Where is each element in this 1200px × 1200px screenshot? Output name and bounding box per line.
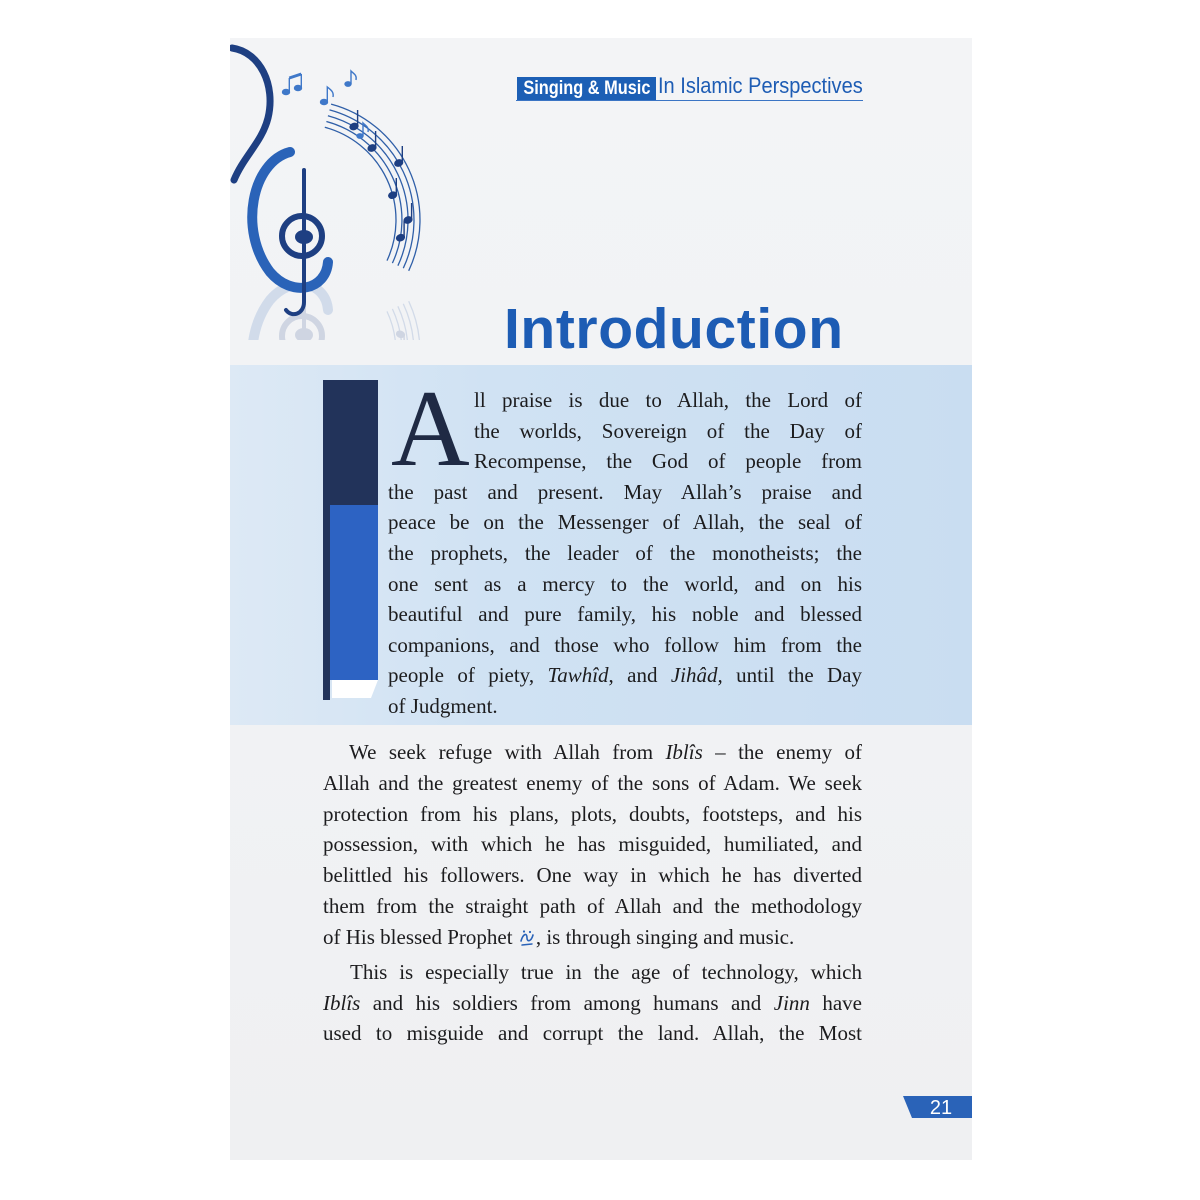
staff-lines xyxy=(325,104,420,271)
text-line xyxy=(323,988,862,1019)
italic-term: Jinn xyxy=(773,990,810,1015)
italic-term: Iblîs xyxy=(323,990,361,1015)
italic-term: Jihâd, xyxy=(670,663,723,688)
intro-paragraph-3 xyxy=(323,957,862,1049)
text-segment: until the Day xyxy=(722,663,862,688)
text-line: companions, and those who follow him from the xyxy=(388,632,862,657)
text-line: This is especially true in the age of technology, which xyxy=(350,960,862,984)
header-rule xyxy=(516,100,863,101)
italic-term: Iblîs xyxy=(665,740,703,764)
text-line: Allah and the greatest enemy of the sons of Adam. We seek xyxy=(323,770,862,795)
page-number: 21 xyxy=(929,1096,953,1119)
text-segment: , and xyxy=(608,663,671,688)
text-line: the past and present. May Allah’s praise and xyxy=(388,479,862,504)
drop-cap: A xyxy=(391,368,470,489)
text-segment: have xyxy=(809,990,862,1015)
text-line: ll praise is due to Allah, the Lord of xyxy=(474,388,862,412)
text-line: possession, with which he has misguided, humiliated, and xyxy=(323,832,862,857)
chapter-title: Introduction xyxy=(504,297,844,361)
text-line: them from the straight path of Allah and the methodology xyxy=(323,893,862,918)
text-line xyxy=(323,922,862,953)
series-label-box xyxy=(517,77,656,100)
intro-paragraph-1 xyxy=(388,385,862,722)
text-line xyxy=(323,737,862,768)
italic-term: Tawhîd xyxy=(547,663,609,688)
text-line: peace be on the Messenger of Allah, the seal of xyxy=(388,510,862,535)
intro-paragraph-2 xyxy=(323,737,862,953)
text-line: Recompense, the God of people from xyxy=(474,449,862,474)
text-segment: , is through singing and music. xyxy=(535,924,795,949)
text-segment: and his soldiers from among humans and xyxy=(360,990,774,1015)
text-line: beautiful and pure family, his noble and blessed xyxy=(388,602,862,627)
text-segment: people of piety, xyxy=(388,663,548,688)
text-segment: of His blessed Prophet xyxy=(323,924,518,949)
running-header-title: In Islamic Perspectives xyxy=(658,73,863,98)
text-line: one sent as a mercy to the world, and on his xyxy=(388,571,862,596)
treble-clef-shape xyxy=(232,48,328,314)
music-notes-decoration-icon xyxy=(230,40,430,340)
text-segment: – the enemy of xyxy=(702,740,862,764)
text-line xyxy=(388,660,862,691)
text-line: the worlds, Sovereign of the Day of xyxy=(474,418,862,443)
text-segment: We seek refuge with Allah from xyxy=(349,740,666,764)
text-line: used to misguide and corrupt the land. Allah, the Most xyxy=(323,1021,862,1045)
text-line: of Judgment. xyxy=(388,693,498,718)
text-line: protection from his plans, plots, doubts, footsteps, and his xyxy=(323,801,862,826)
salawat-symbol-icon xyxy=(519,929,535,947)
text-line: belittled his followers. One way in which he has diverted xyxy=(323,863,862,888)
series-label: Singing & Music xyxy=(522,78,651,99)
text-line: the prophets, the leader of the monotheists; the xyxy=(388,540,862,565)
drop-cap-bars xyxy=(323,380,379,702)
